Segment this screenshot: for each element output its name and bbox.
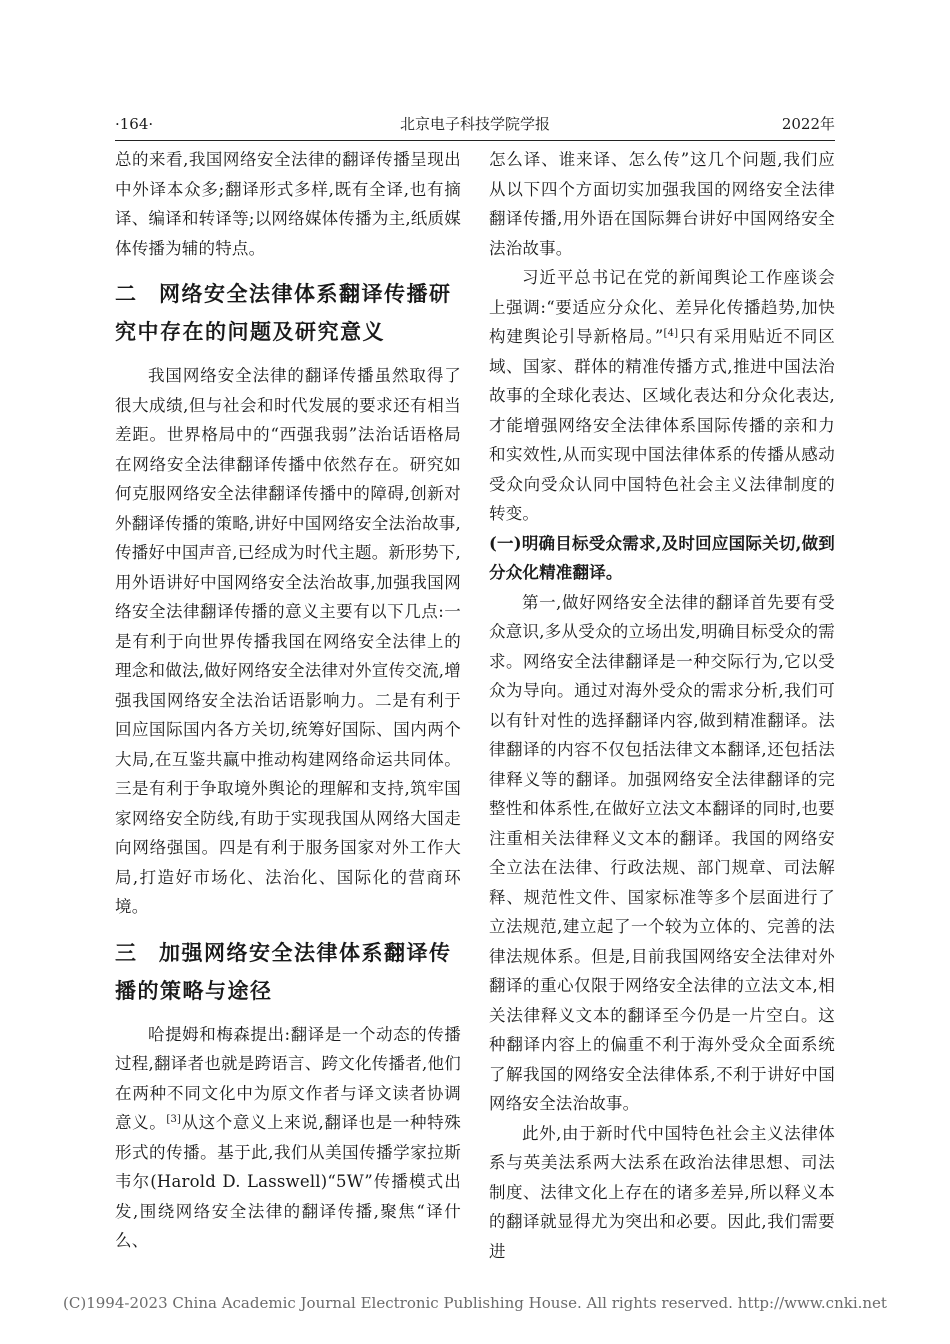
section-heading-2 [115,275,461,351]
paragraph-text: 只有采用贴近不同区域、国家、群体的精准传播方式,推进中国法治故事的全球化表达、区域化表达和分众化表达,才能增强网络安全法律体系国际传播的亲和力和实效性,从而实现中国法律体系的传播从感动受众向受众认同中国特色社会主义法律制度的转变。 [489,327,835,523]
section-number: 二 [115,282,138,306]
publication-year: 2022年 [781,115,835,133]
citation-ref: [4] [663,328,679,339]
subsection-heading: (一)明确目标受众需求,及时回应国际关切,做到分众化精准翻译。 [489,533,835,582]
journal-title: 北京电子科技学院学报 [399,115,550,133]
section-number: 三 [115,940,138,965]
right-column [489,145,835,1266]
paragraph [115,1020,461,1256]
paragraph-text: 哈提姆和梅森提出:翻译是一个动态的传播过程,翻译者也就是跨语言、跨文化传播者,他们在两种不同文化中为原文作者与译文读者协调意义。 [115,1024,461,1132]
paragraph-text: 从这个意义上来说,翻译也是一种特殊形式的传播。基于此,我们从美国传播学家拉斯韦尔(Harold D. Lasswell)“5W”传播模式出发,围绕网络安全法律的翻译传播,聚焦“译什么、 [115,1113,461,1250]
page-number: ·164· [115,115,154,133]
running-header [115,108,835,141]
left-column [115,145,461,1256]
paragraph-text: 习近平总书记在党的新闻舆论工作座谈会上强调:“要适应分众化、差异化传播趋势,加快构建舆论引导新格局。” [489,268,835,346]
section-title: 加强网络安全法律体系翻译传播的策略与途径 [115,940,452,1003]
paragraph: 此外,由于新时代中国特色社会主义法律体系与英美法系两大法系在政治法律思想、司法制度、法律文化上存在的诸多差异,所以释义本的翻译就显得尤为突出和必要。因此,我们需要进 [489,1123,835,1261]
paragraph [489,263,835,529]
paragraph: 总的来看,我国网络安全法律的翻译传播呈现出中外译本众多;翻译形式多样,既有全译,也有摘译、编译和转译等;以网络媒体传播为主,纸质媒体传播为辅的特点。 [115,150,461,258]
paragraph: 怎么译、谁来译、怎么传”这几个问题,我们应从以下四个方面切实加强我国的网络安全法律翻译传播,用外语在国际舞台讲好中国网络安全法治故事。 [489,150,835,258]
citation-ref: [3] [166,1114,182,1125]
section-title: 网络安全法律体系翻译传播研究中存在的问题及研究意义 [115,282,452,344]
paragraph: 我国网络安全法律的翻译传播虽然取得了很大成绩,但与社会和时代发展的要求还有相当差距。世界格局中的“西强我弱”法治话语格局在网络安全法律翻译传播中依然存在。研究如何克服网络安全法律翻译传播中的障碍,创新对外翻译传播的策略,讲好中国网络安全法治故事,传播好中国声音,已经成为时代主题。新形势下,用外语讲好中国网络安全法治故事,加强我国网络安全法律翻译传播的意义主要有以下几点:一是有利于向世界传播我国在网络安全法律上的理念和做法,做好网络安全法律对外宣传交流,增强我国网络安全法治话语影响力。二是有利于回应国际国内各方关切,统筹好国际、国内两个大局,在互鉴共赢中推动构建网络命运共同体。三是有利于争取境外舆论的理解和支持,筑牢国家网络安全防线,有助于实现我国从网络大国走向网络强国。四是有利于服务国家对外工作大局,打造好市场化、法治化、国际化的营商环境。 [115,366,461,916]
section-heading-3 [115,934,461,1010]
paragraph: 第一,做好网络安全法律的翻译首先要有受众意识,多从受众的立场出发,明确目标受众的需求。网络安全法律翻译是一种交际行为,它以受众为导向。通过对海外受众的需求分析,我们可以有针对性的选择翻译内容,做到精准翻译。法律翻译的内容不仅包括法律文本翻译,还包括法律释义等的翻译。加强网络安全法律翻译的完整性和体系性,在做好立法文本翻译的同时,也要注重相关法律释义文本的翻译。我国的网络安全立法在法律、行政法规、部门规章、司法解释、规范性文件、国家标准等多个层面进行了立法规范,建立起了一个较为立体的、完善的法律法规体系。但是,目前我国网络安全法律对外翻译的重心仅限于网络安全法律的立法文本,相关法律释义文本的翻译至今仍是一片空白。这种翻译内容上的偏重不利于海外受众全面系统了解我国的网络安全法律体系,不利于讲好中国网络安全法治故事。 [489,592,835,1113]
copyright-footer: (C)1994-2023 China Academic Journal Electronic Publishing House. All rights reserved. http://www.cnki.net [63,1294,887,1312]
